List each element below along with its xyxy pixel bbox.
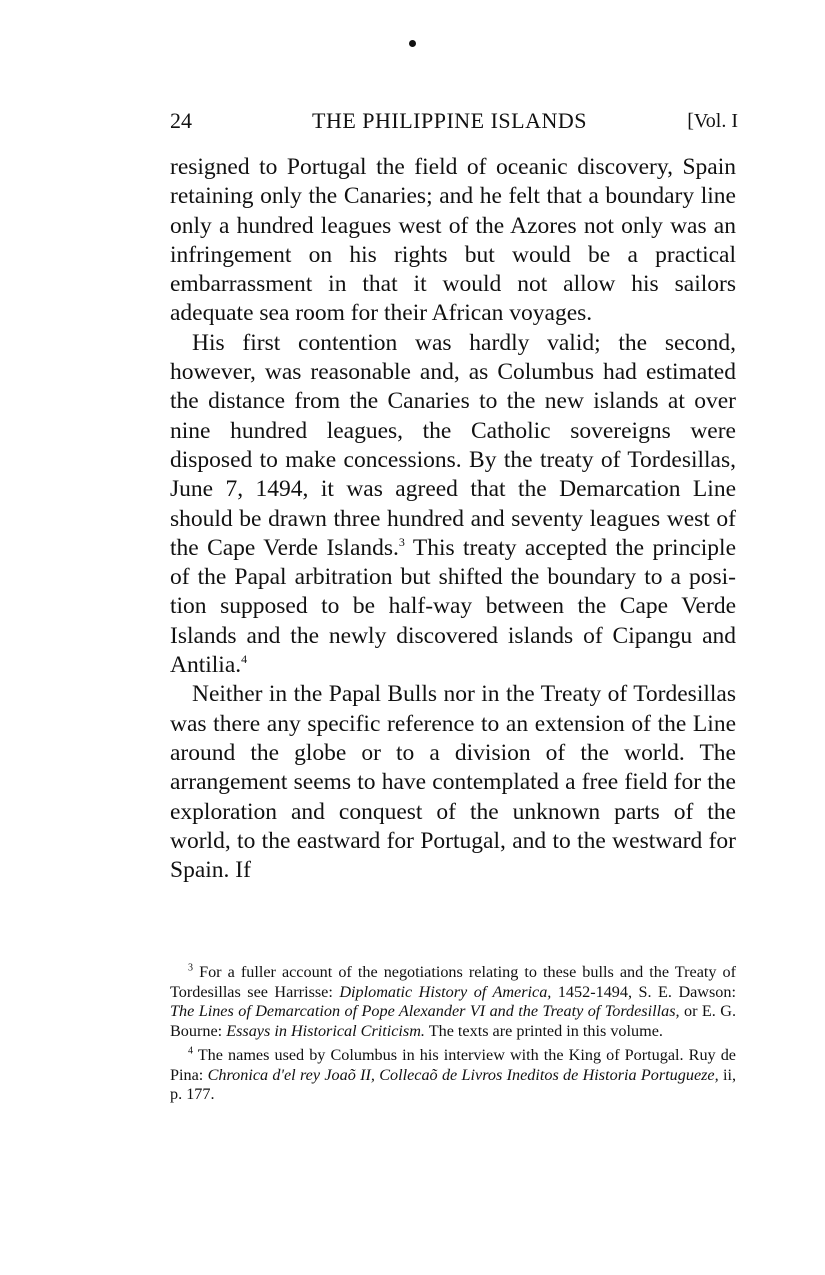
footnote-text: 1452-1494, S. E. Dawson:	[551, 982, 736, 1001]
volume-label: [Vol. I	[687, 110, 738, 132]
footnote-3	[170, 963, 736, 1041]
citation-title: Chronica d'el rey Joaõ II, Collecaõ de Livros Ineditos de Historia Portugueze,	[207, 1065, 719, 1084]
running-head	[170, 106, 738, 136]
citation-title: The Lines of Demarcation of Pope Alexander VI and the Treaty of Tordesillas,	[170, 1002, 680, 1020]
footnote-text: For a fuller account of the negotiations relating to these bulls and the Treaty of Tordesillas see Harrisse:	[170, 963, 737, 1001]
paragraph-1: resigned to Portugal the field of oceanic discovery, Spain retaining only the Canaries; and he felt that a boundary line only a hundred leagues west of the Azores not only was an infringement on his rights but would be a practical embarrassment in that it would not allow his sailors adequate sea room for their African voyages.	[170, 154, 736, 327]
footnote-text: or E. G. Bourne:	[170, 1002, 736, 1040]
footnotes	[170, 963, 736, 1105]
ink-speck	[409, 40, 416, 47]
running-title: THE PHILIPPINE ISLANDS	[312, 108, 587, 133]
footnote-text: ii, p. 177.	[170, 1065, 736, 1103]
footnote-text: The texts are printed in this volume.	[424, 1021, 663, 1040]
paragraph-3: Neither in the Papal Bulls nor in the Treaty of Tordesillas was there any specific reference to an extension of the Line around the globe or to a division of the world. The arrangement seems to have contemplated a free field for the exploration and conquest of the unknown parts of the world, to the eastward for Portugal, and to the westward for Spain. If	[170, 681, 736, 884]
citation-title: Essays in Historical Criticism.	[226, 1021, 425, 1040]
footnote-mark: 4	[188, 1045, 193, 1057]
page-number: 24	[170, 108, 192, 133]
footnote-text: The names used by Columbus in his interview with the King of Portugal. Ruy de Pina:	[170, 1046, 736, 1084]
footnote-ref-3: 3	[398, 535, 405, 550]
footnote-mark: 3	[188, 962, 193, 974]
paragraph-2	[170, 329, 736, 681]
footnote-ref-4: 4	[241, 652, 248, 667]
citation-title: Diplomatic History of America,	[339, 982, 552, 1001]
paragraph-2-text-after: This treaty accepted the principle of the Papal arbitration but shifted the boundary to a position supposed to be half-way between the Cape Verde Islands and the newly discovered islands of Cipangu and Antilia.	[170, 534, 737, 679]
paragraph-2-text: His first contention was hardly valid; the second, however, was reasonable and, as Columbus had estimated the distance from the Canaries to the new islands at over nine hundred leagues, the Catholic sovereigns were disposed to make concessions. By the treaty of Tordesillas, June 7, 1494, it was agreed that the Demarcation Line should be drawn three hundred and seventy leagues west of the Cape Verde Islands.	[170, 329, 736, 561]
body-text	[170, 153, 736, 885]
footnote-4	[170, 1046, 736, 1105]
